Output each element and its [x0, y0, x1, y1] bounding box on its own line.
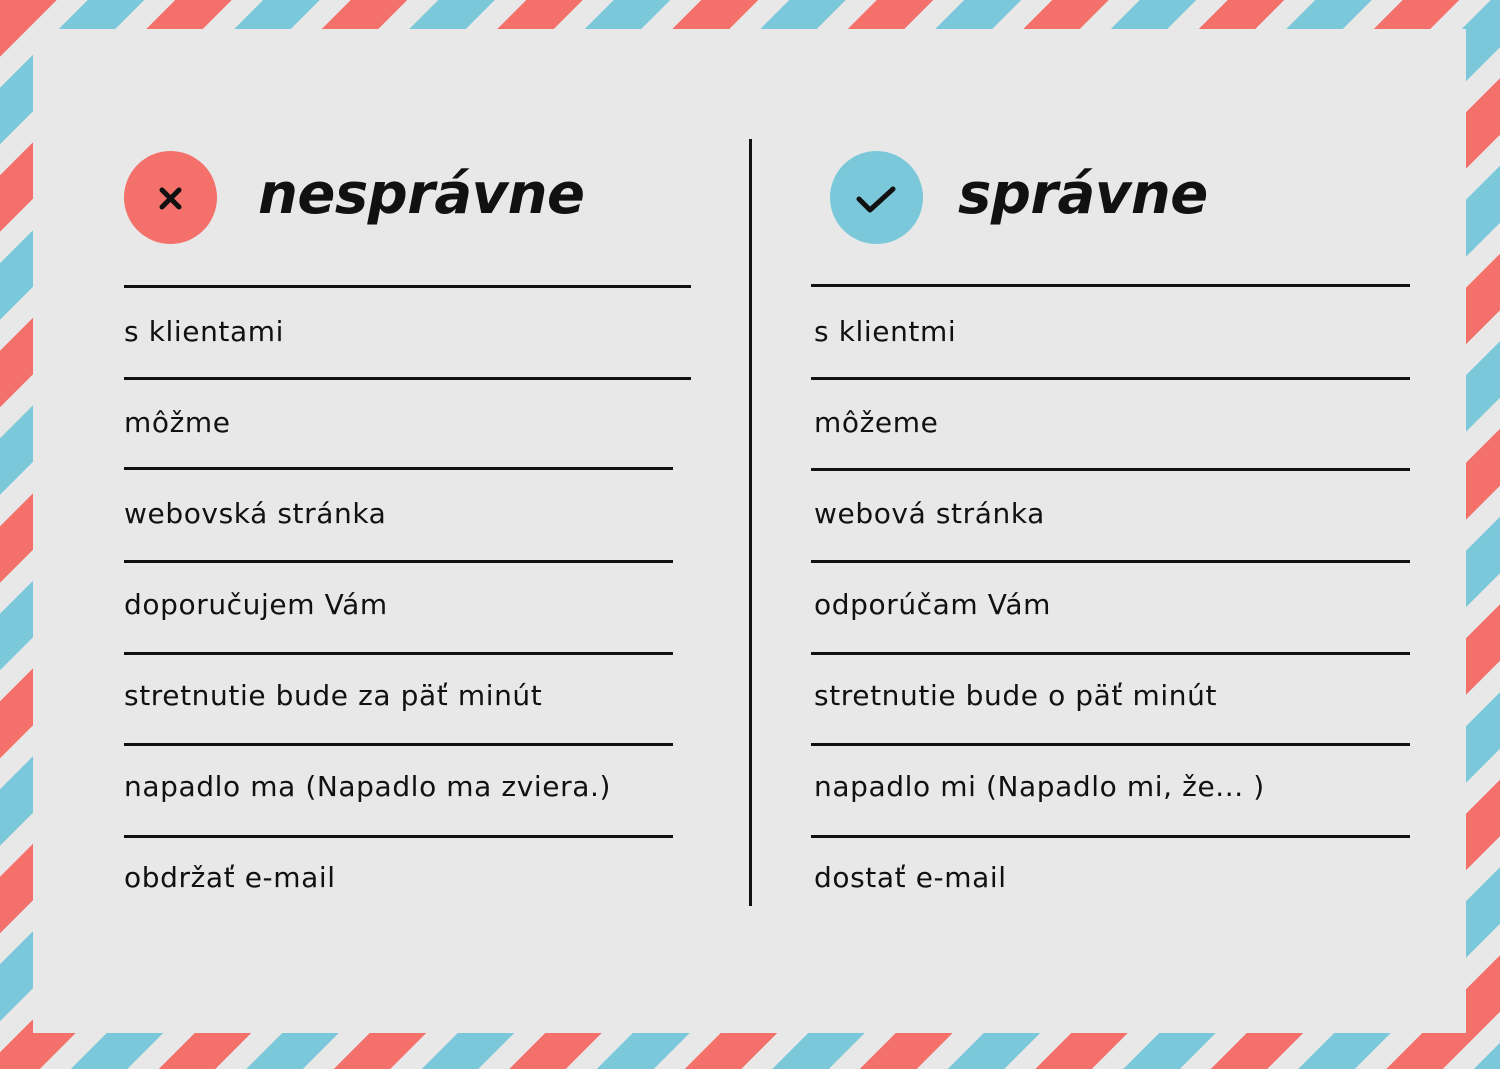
row-separator: [811, 652, 1410, 655]
check-icon: [830, 151, 923, 244]
incorrect-badge: [124, 151, 217, 244]
x-icon: [124, 151, 217, 244]
row-separator: [124, 835, 673, 838]
row-separator: [811, 468, 1410, 471]
row-separator: [124, 377, 691, 380]
correct-title: správne: [958, 162, 1208, 227]
column-divider: [749, 139, 752, 906]
row-separator: [811, 377, 1410, 380]
row-separator: [124, 652, 673, 655]
row-separator: [124, 467, 673, 470]
correct-item: webová stránka: [814, 497, 1045, 530]
incorrect-item: s klientami: [124, 315, 285, 348]
incorrect-item: stretnutie bude za päť minút: [124, 679, 543, 712]
row-separator: [811, 284, 1410, 287]
row-separator: [124, 560, 673, 563]
correct-item: odporúčam Vám: [814, 588, 1052, 621]
incorrect-item: obdržať e-mail: [124, 861, 336, 894]
correct-item: dostať e-mail: [814, 861, 1007, 894]
correct-item: s klientmi: [814, 315, 957, 348]
correct-item: napadlo mi (Napadlo mi, že... ): [814, 770, 1265, 803]
incorrect-item: doporučujem Vám: [124, 588, 388, 621]
correct-item: môžeme: [814, 406, 939, 439]
row-separator: [811, 560, 1410, 563]
row-separator: [124, 743, 673, 746]
incorrect-item: webovská stránka: [124, 497, 387, 530]
row-separator: [124, 285, 691, 288]
incorrect-item: napadlo ma (Napadlo ma zviera.): [124, 770, 611, 803]
correct-badge: [830, 151, 923, 244]
row-separator: [811, 743, 1410, 746]
incorrect-title: nesprávne: [258, 162, 585, 227]
incorrect-item: môžme: [124, 406, 231, 439]
row-separator: [811, 835, 1410, 838]
correct-item: stretnutie bude o päť minút: [814, 679, 1218, 712]
